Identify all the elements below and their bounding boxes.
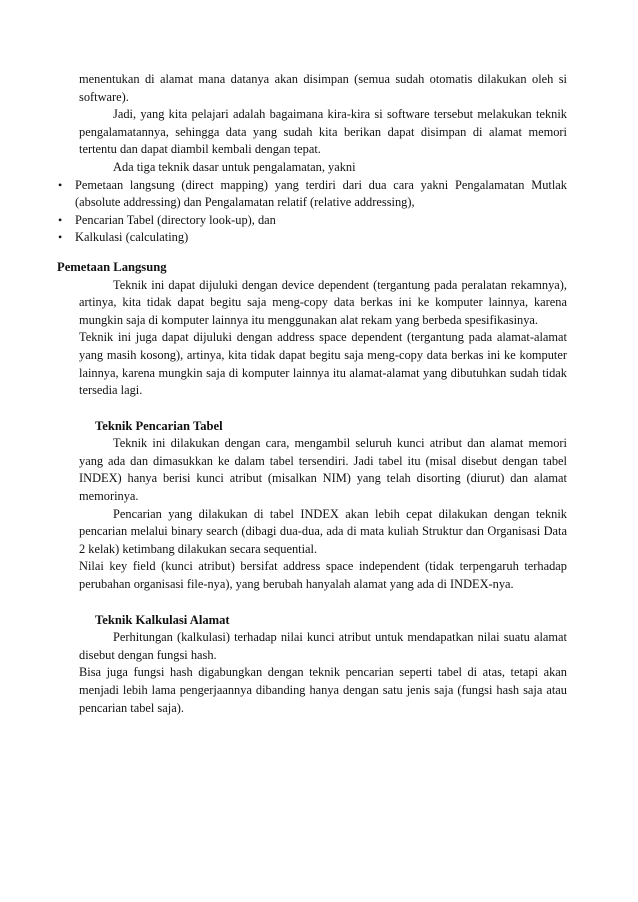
- section2-paragraph-3: Nilai key field (kunci atribut) bersifat address space independent (tidak terpengaruh terhadap perubahan organisasi file-nya), yang berubah hanyalah alamat yang ada di INDEX-nya.: [79, 559, 567, 592]
- intro-paragraph-2: Jadi, yang kita pelajari adalah bagaimana kira-kira si software tersebut melakukan teknik pengalamatannya, sehingga data yang sudah kita berikan dapat disimpan di alamat memori tertentu dan dapat diambil kembali dengan tepat.: [79, 107, 567, 157]
- section2-paragraph-1: Teknik ini dilakukan dengan cara, mengambil seluruh kunci atribut dan alamat memori yang ada dan dimasukkan ke dalam tabel tersendiri. Jadi tabel itu (misal disebut dengan tabel INDEX) hanya berisi kunci atribut (misalkan NIM) yang telah disorting (diurut) dan alamat memorinya.: [79, 436, 567, 504]
- technique-list: [57, 177, 567, 247]
- section-heading-pemetaan-langsung: Pemetaan Langsung: [57, 259, 167, 274]
- section3-paragraph-2: Bisa juga fungsi hash digabungkan dengan teknik pencarian seperti tabel di atas, tetapi akan menjadi lebih lama pengerjaannya dibanding hanya dengan satu jenis saja (fungsi hash saja atau pencarian tabel saja).: [79, 665, 567, 715]
- section-heading-pencarian-tabel: Teknik Pencarian Tabel: [95, 418, 223, 433]
- bullet-icon: •: [58, 230, 63, 245]
- list-item-text: Kalkulasi (calculating): [75, 230, 189, 245]
- list-item-text: Pemetaan langsung (direct mapping) yang terdiri dari dua cara yakni Pengalamatan Mutlak (absolute addressing) dan Pengalamatan relatif (relative addressing),: [75, 177, 567, 210]
- list-item: [57, 229, 567, 247]
- list-item: [57, 212, 567, 230]
- section1-paragraph-1: Teknik ini dapat dijuluki dengan device dependent (tergantung pada peralatan rekamnya), artinya, kita tidak dapat begitu saja meng-copy data berkas ini ke komputer lainnya, karena mungkin saja di komputer lainnya itu menggunakan alat rekam yang berbeda spesifikasinya.: [79, 277, 567, 327]
- list-item-text: Pencarian Tabel (directory look-up), dan: [75, 212, 276, 227]
- section3-paragraph-1: Perhitungan (kalkulasi) terhadap nilai kunci atribut untuk mendapatkan nilai suatu alamat disebut dengan fungsi hash.: [79, 630, 567, 662]
- section-heading-kalkulasi-alamat: Teknik Kalkulasi Alamat: [95, 612, 230, 627]
- intro-paragraph-3: Ada tiga teknik dasar untuk pengalamatan, yakni: [113, 159, 356, 174]
- intro-paragraph-1: menentukan di alamat mana datanya akan disimpan (semua sudah otomatis dilakukan oleh si software).: [79, 72, 567, 104]
- section1-paragraph-2: Teknik ini juga dapat dijuluki dengan address space dependent (tergantung pada alamat-alamat yang masih kosong), artinya, kita tidak dapat begitu saja meng-copy data berkas ini ke komputer lainnya, karena mungkin saja di komputer lainnya itu alamat-alamat yang dibutuhkan sudah tidak tersedia lagi.: [79, 330, 567, 398]
- bullet-icon: •: [58, 212, 63, 227]
- list-item: [57, 177, 567, 212]
- document-body: [57, 71, 567, 717]
- bullet-icon: •: [58, 177, 63, 192]
- section2-paragraph-2: Pencarian yang dilakukan di tabel INDEX akan lebih cepat dilakukan dengan teknik pencarian melalui binary search (dibagi dua-dua, ada di mata kuliah Struktur dan Organisasi Data 2 kelak) ketimbang dilakukan secara sequential.: [79, 506, 567, 556]
